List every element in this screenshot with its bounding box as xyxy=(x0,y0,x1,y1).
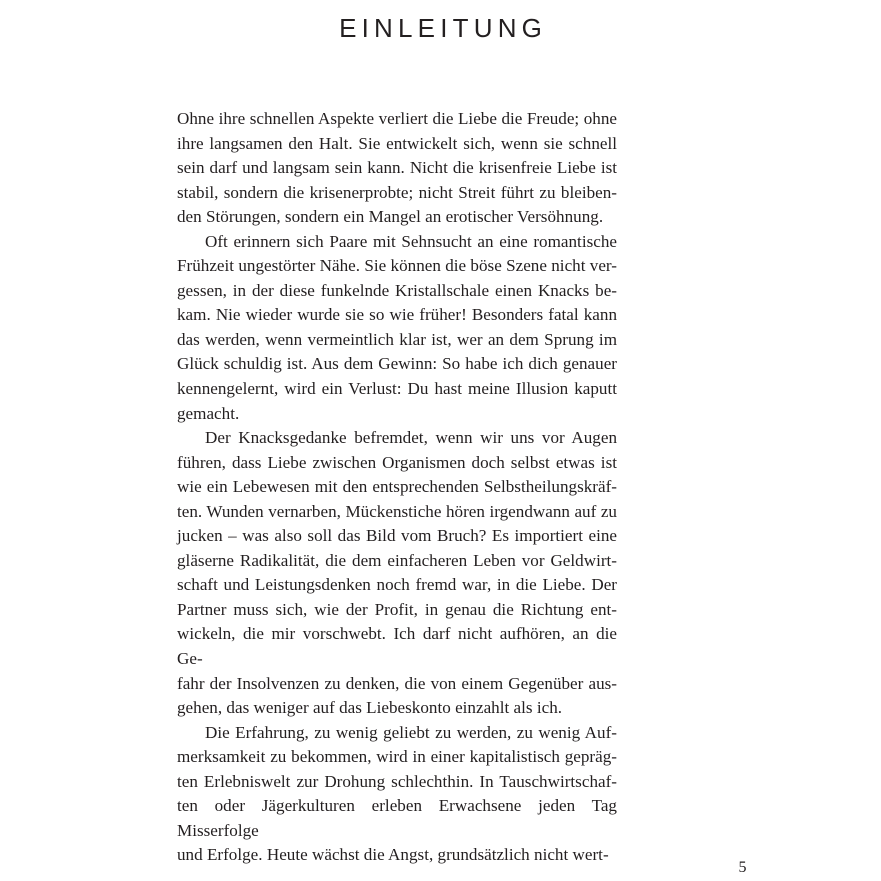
text-line: gemacht. xyxy=(177,403,240,423)
text-line: Ohne ihre schnellen Aspekte verliert die Liebe die Freude; ohne xyxy=(177,109,617,128)
text-line: Die Erfahrung, zu wenig geliebt zu werden, zu wenig Auf- xyxy=(205,722,617,742)
page-footer xyxy=(0,858,881,878)
text-line: sein darf und langsam sein kann. Nicht die krisenfreie Liebe ist xyxy=(177,158,617,178)
text-line: gläserne Radikalität, die dem einfacheren Leben vor Geldwirt- xyxy=(177,550,617,570)
text-line: den Störungen, sondern ein Mangel an erotischer Versöhnung. xyxy=(177,207,604,227)
page-number: 5 xyxy=(738,859,747,876)
text-line: und Erfolge. Heute wächst die Angst, grundsätzlich nicht wert- xyxy=(177,845,609,865)
text-line: wickeln, die mir vorschwebt. Ich darf nicht aufhören, an die Ge- xyxy=(177,624,622,669)
text-line: das werden, wenn vermeintlich klar ist, wer an dem Sprung im xyxy=(177,329,617,349)
text-line: schaft und Leistungsdenken noch fremd war, in die Liebe. Der xyxy=(177,575,617,595)
text-line: Glück schuldig ist. Aus dem Gewinn: So habe ich dich genauer xyxy=(177,354,617,374)
text-line: stabil, sondern die krisenerprobte; nicht Streit führt zu bleiben- xyxy=(177,182,617,202)
text-line: Der Knacksgedanke befremdet, wenn wir uns vor Augen xyxy=(205,428,617,448)
text-line: ten. Wunden vernarben, Mückenstiche hören irgendwann auf zu xyxy=(177,501,617,521)
body-text-block xyxy=(177,107,622,868)
text-line: wie ein Lebewesen mit den entsprechenden Selbstheilungskräf- xyxy=(177,477,617,497)
text-line: merksamkeit zu bekommen, wird in einer kapitalistisch gepräg- xyxy=(177,747,617,767)
text-line: Partner muss sich, wie der Profit, in genau die Richtung ent- xyxy=(177,599,617,619)
text-line: ten Erlebniswelt zur Drohung schlechthin. In Tauschwirtschaf- xyxy=(177,771,617,791)
text-line: ten oder Jägerkulturen erleben Erwachsene jeden Tag Misserfolge xyxy=(177,796,622,840)
paragraph xyxy=(177,426,622,721)
text-line: Frühzeit ungestörter Nähe. Sie können die böse Szene nicht ver- xyxy=(177,256,617,276)
text-line: Oft erinnern sich Paare mit Sehnsucht an eine romantische xyxy=(205,231,617,251)
text-line: kam. Nie wieder wurde sie so wie früher! Besonders fatal kann xyxy=(177,305,617,325)
text-line: führen, dass Liebe zwischen Organismen doch selbst etwas ist xyxy=(177,452,617,472)
text-line: gehen, das weniger auf das Liebeskonto einzahlt als ich. xyxy=(177,698,563,718)
paragraph xyxy=(177,107,617,230)
text-line: gessen, in der diese funkelnde Kristallschale einen Knacks be- xyxy=(177,280,617,300)
text-line: fahr der Insolvenzen zu denken, die von einem Gegenüber aus- xyxy=(177,673,617,693)
text-line: ihre langsamen den Halt. Sie entwickelt sich, wenn sie schnell xyxy=(177,133,617,153)
chapter-title: EINLEITUNG xyxy=(339,13,548,44)
text-line: kennengelernt, wird ein Verlust: Du hast meine Illusion kaputt xyxy=(177,379,617,399)
text-line: jucken – was also soll das Bild vom Bruch? Es importiert eine xyxy=(177,526,617,546)
paragraph xyxy=(177,721,622,868)
paragraph xyxy=(177,230,617,426)
